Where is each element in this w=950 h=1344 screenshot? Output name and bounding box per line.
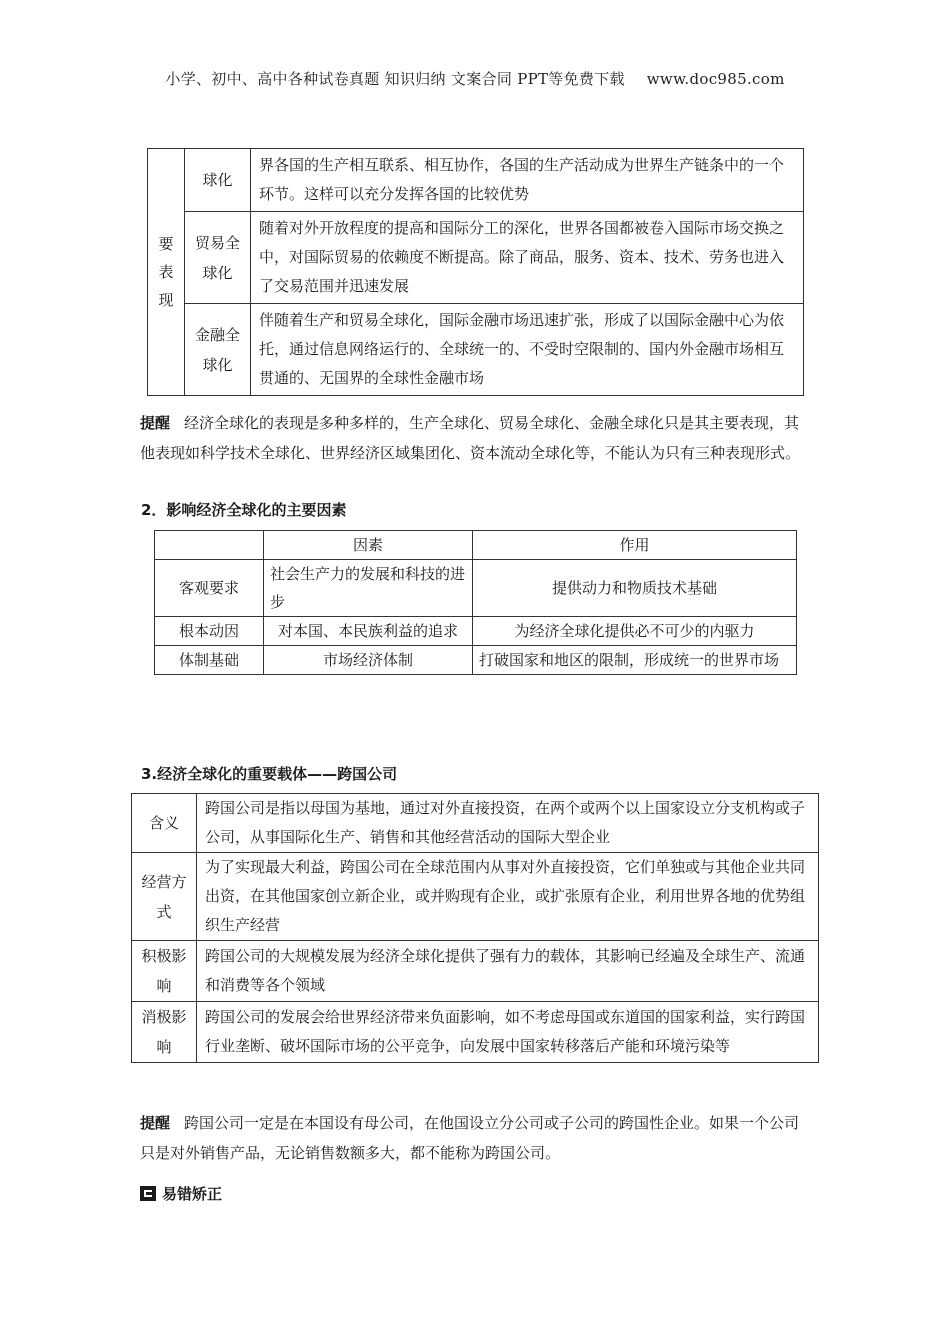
row-desc: 跨国公司的发展会给世界经济带来负面影响，如不考虑母国或东道国的国家利益，实行跨国行业垄断、破坏国际市场的公平竞争，向发展中国家转移落后产能和环境污染等 bbox=[197, 1002, 819, 1063]
mistake-correction-heading bbox=[140, 1183, 222, 1204]
section-title: 2．影响经济全球化的主要因素 bbox=[141, 501, 347, 519]
correction-icon bbox=[140, 1186, 156, 1201]
table-header-row bbox=[155, 531, 797, 560]
row-desc: 跨国公司的大规模发展为经济全球化提供了强有力的载体，其影响已经遍及全球生产、流通和消费等各个领域 bbox=[197, 941, 819, 1002]
side-label-char: 表 bbox=[158, 263, 174, 281]
section-title: 3.经济全球化的重要载体——跨国公司 bbox=[141, 765, 398, 783]
row-key: 消极影响 bbox=[132, 1002, 197, 1063]
reminder-text: 经济全球化的表现是多种多样的，生产全球化、贸易全球化、金融全球化只是其主要表现，其他表现如科学技术全球化、世界经济区域集团化、资本流动全球化等，不能认为只有三种表现形式。 bbox=[140, 414, 801, 462]
row-factor: 社会生产力的发展和科技的进步 bbox=[264, 560, 473, 617]
row-effect: 为经济全球化提供必不可少的内驱力 bbox=[473, 617, 797, 646]
globalization-forms-table bbox=[147, 148, 804, 396]
mistake-label: 易错矫正 bbox=[162, 1185, 223, 1203]
row-factor: 市场经济体制 bbox=[264, 646, 473, 675]
row-effect: 打破国家和地区的限制，形成统一的世界市场 bbox=[473, 646, 797, 675]
reminder-text: 跨国公司一定是在本国设有母公司，在他国设立分公司或子公司的跨国性企业。如果一个公司只是对外销售产品，无论销售数额多大，都不能称为跨国公司。 bbox=[140, 1114, 800, 1162]
row-key: 根本动因 bbox=[155, 617, 264, 646]
header-url[interactable]: www.doc985.com bbox=[646, 70, 785, 88]
form-name: 贸易全球化 bbox=[185, 212, 251, 304]
row-factor: 对本国、本民族利益的追求 bbox=[264, 617, 473, 646]
header-cell: 因素 bbox=[264, 531, 473, 560]
row-key: 含义 bbox=[132, 794, 197, 853]
form-name: 金融全球化 bbox=[185, 304, 251, 396]
page-header bbox=[0, 68, 950, 89]
reminder-tag: 提醒 bbox=[140, 414, 171, 432]
table-row bbox=[148, 304, 804, 396]
factors-table bbox=[154, 530, 797, 675]
table-row bbox=[132, 1002, 819, 1063]
side-label-char: 现 bbox=[158, 291, 174, 309]
table-row bbox=[132, 853, 819, 941]
reminder-note bbox=[140, 408, 812, 468]
side-label-char: 要 bbox=[158, 235, 174, 253]
form-desc: 界各国的生产相互联系、相互协作，各国的生产活动成为世界生产链条中的一个环节。这样可以充分发挥各国的比较优势 bbox=[251, 149, 804, 212]
header-cell: 作用 bbox=[473, 531, 797, 560]
side-label bbox=[148, 149, 185, 396]
table-row bbox=[132, 941, 819, 1002]
row-desc: 跨国公司是指以母国为基地，通过对外直接投资，在两个或两个以上国家设立分支机构或子公司，从事国际化生产、销售和其他经营活动的国际大型企业 bbox=[197, 794, 819, 853]
table-row bbox=[132, 794, 819, 853]
form-desc: 伴随着生产和贸易全球化，国际金融市场迅速扩张，形成了以国际金融中心为依托，通过信息网络运行的、全球统一的、不受时空限制的、国内外金融市场相互贯通的、无国界的全球性金融市场 bbox=[251, 304, 804, 396]
reminder-tag: 提醒 bbox=[140, 1114, 171, 1132]
row-effect: 提供动力和物质技术基础 bbox=[473, 560, 797, 617]
row-key: 客观要求 bbox=[155, 560, 264, 617]
table-row bbox=[148, 212, 804, 304]
header-cell bbox=[155, 531, 264, 560]
multinational-table bbox=[131, 793, 819, 1063]
table-row bbox=[155, 646, 797, 675]
form-desc: 随着对外开放程度的提高和国际分工的深化，世界各国都被卷入国际市场交换之中，对国际贸易的依赖度不断提高。除了商品，服务、资本、技术、劳务也进入了交易范围并迅速发展 bbox=[251, 212, 804, 304]
table-row bbox=[148, 149, 804, 212]
table-row bbox=[155, 617, 797, 646]
row-desc: 为了实现最大利益，跨国公司在全球范围内从事对外直接投资，它们单独或与其他企业共同出资，在其他国家创立新企业，或并购现有企业，或扩张原有企业，利用世界各地的优势组织生产经营 bbox=[197, 853, 819, 941]
header-text: 小学、初中、高中各种试卷真题 知识归纳 文案合同 PPT等免费下载 bbox=[165, 70, 625, 88]
row-key: 积极影响 bbox=[132, 941, 197, 1002]
row-key: 经营方式 bbox=[132, 853, 197, 941]
row-key: 体制基础 bbox=[155, 646, 264, 675]
table-row bbox=[155, 560, 797, 617]
form-name: 球化 bbox=[185, 149, 251, 212]
reminder-note bbox=[140, 1108, 812, 1168]
